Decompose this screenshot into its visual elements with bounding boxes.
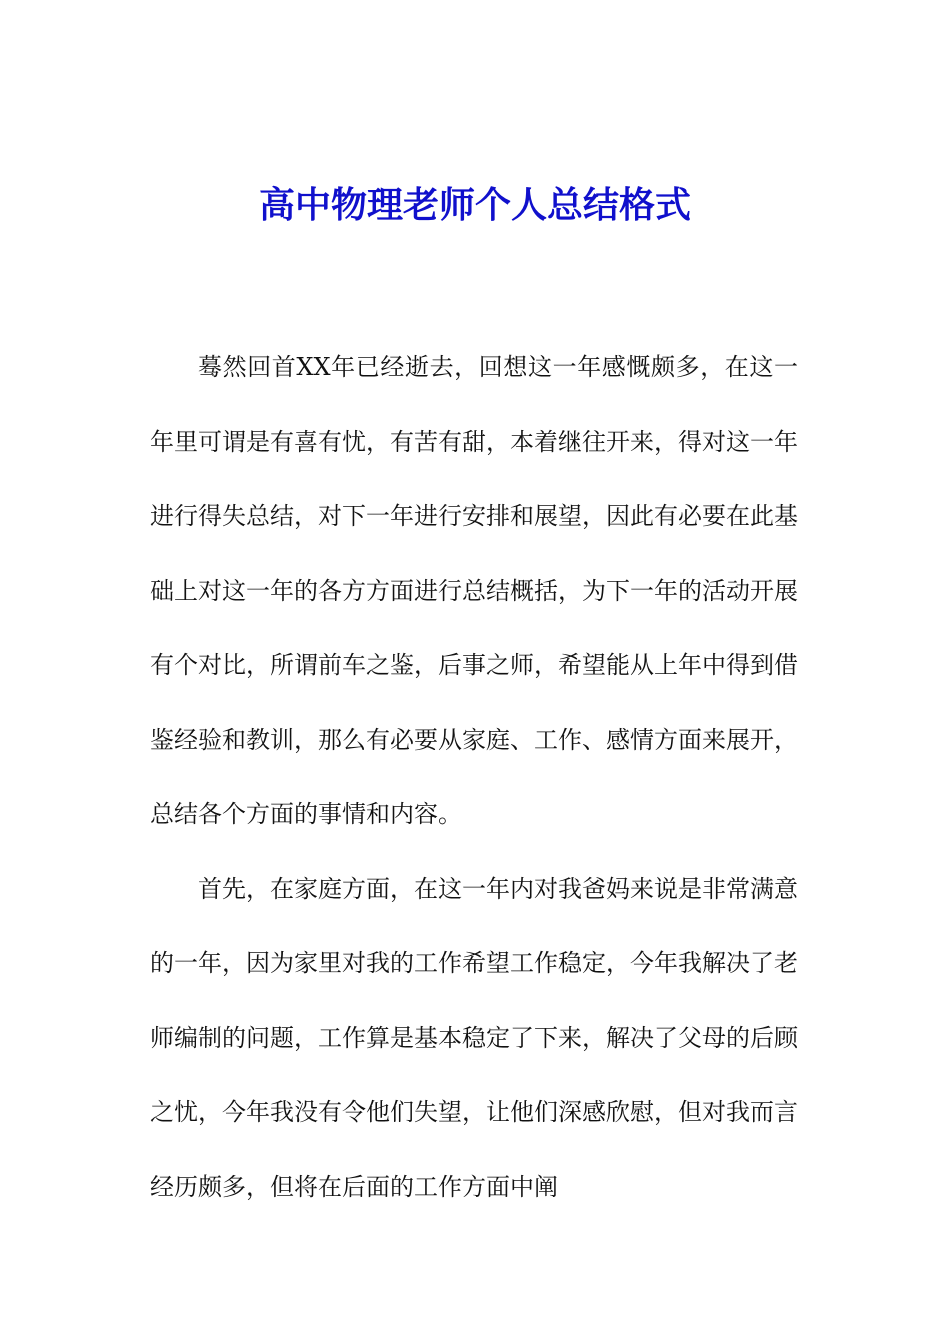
document-title: 高中物理老师个人总结格式 xyxy=(258,184,691,226)
document-body xyxy=(150,330,798,1224)
paragraph-1: 蓦然回首XX年已经逝去，回想这一年感慨颇多，在这一年里可谓是有喜有忧，有苦有甜，本着继往开来，得对这一年进行得失总结，对下一年进行安排和展望，因此有必要在此基础上对这一年的各方方面进行总结概括，为下一年的活动开展有个对比，所谓前车之鉴，后事之师，希望能从上年中得到借鉴经验和教训，那么有必要从家庭、工作、感情方面来展开，总结各个方面的事情和内容。 xyxy=(150,353,798,828)
paragraph-2: 首先，在家庭方面，在这一年内对我爸妈来说是非常满意的一年，因为家里对我的工作希望工作稳定，今年我解决了老师编制的问题，工作算是基本稳定了下来，解决了父母的后顾之忧，今年我没有令他们失望，让他们深感欣慰，但对我而言经历颇多，但将在后面的工作方面中阐 xyxy=(150,874,798,1201)
